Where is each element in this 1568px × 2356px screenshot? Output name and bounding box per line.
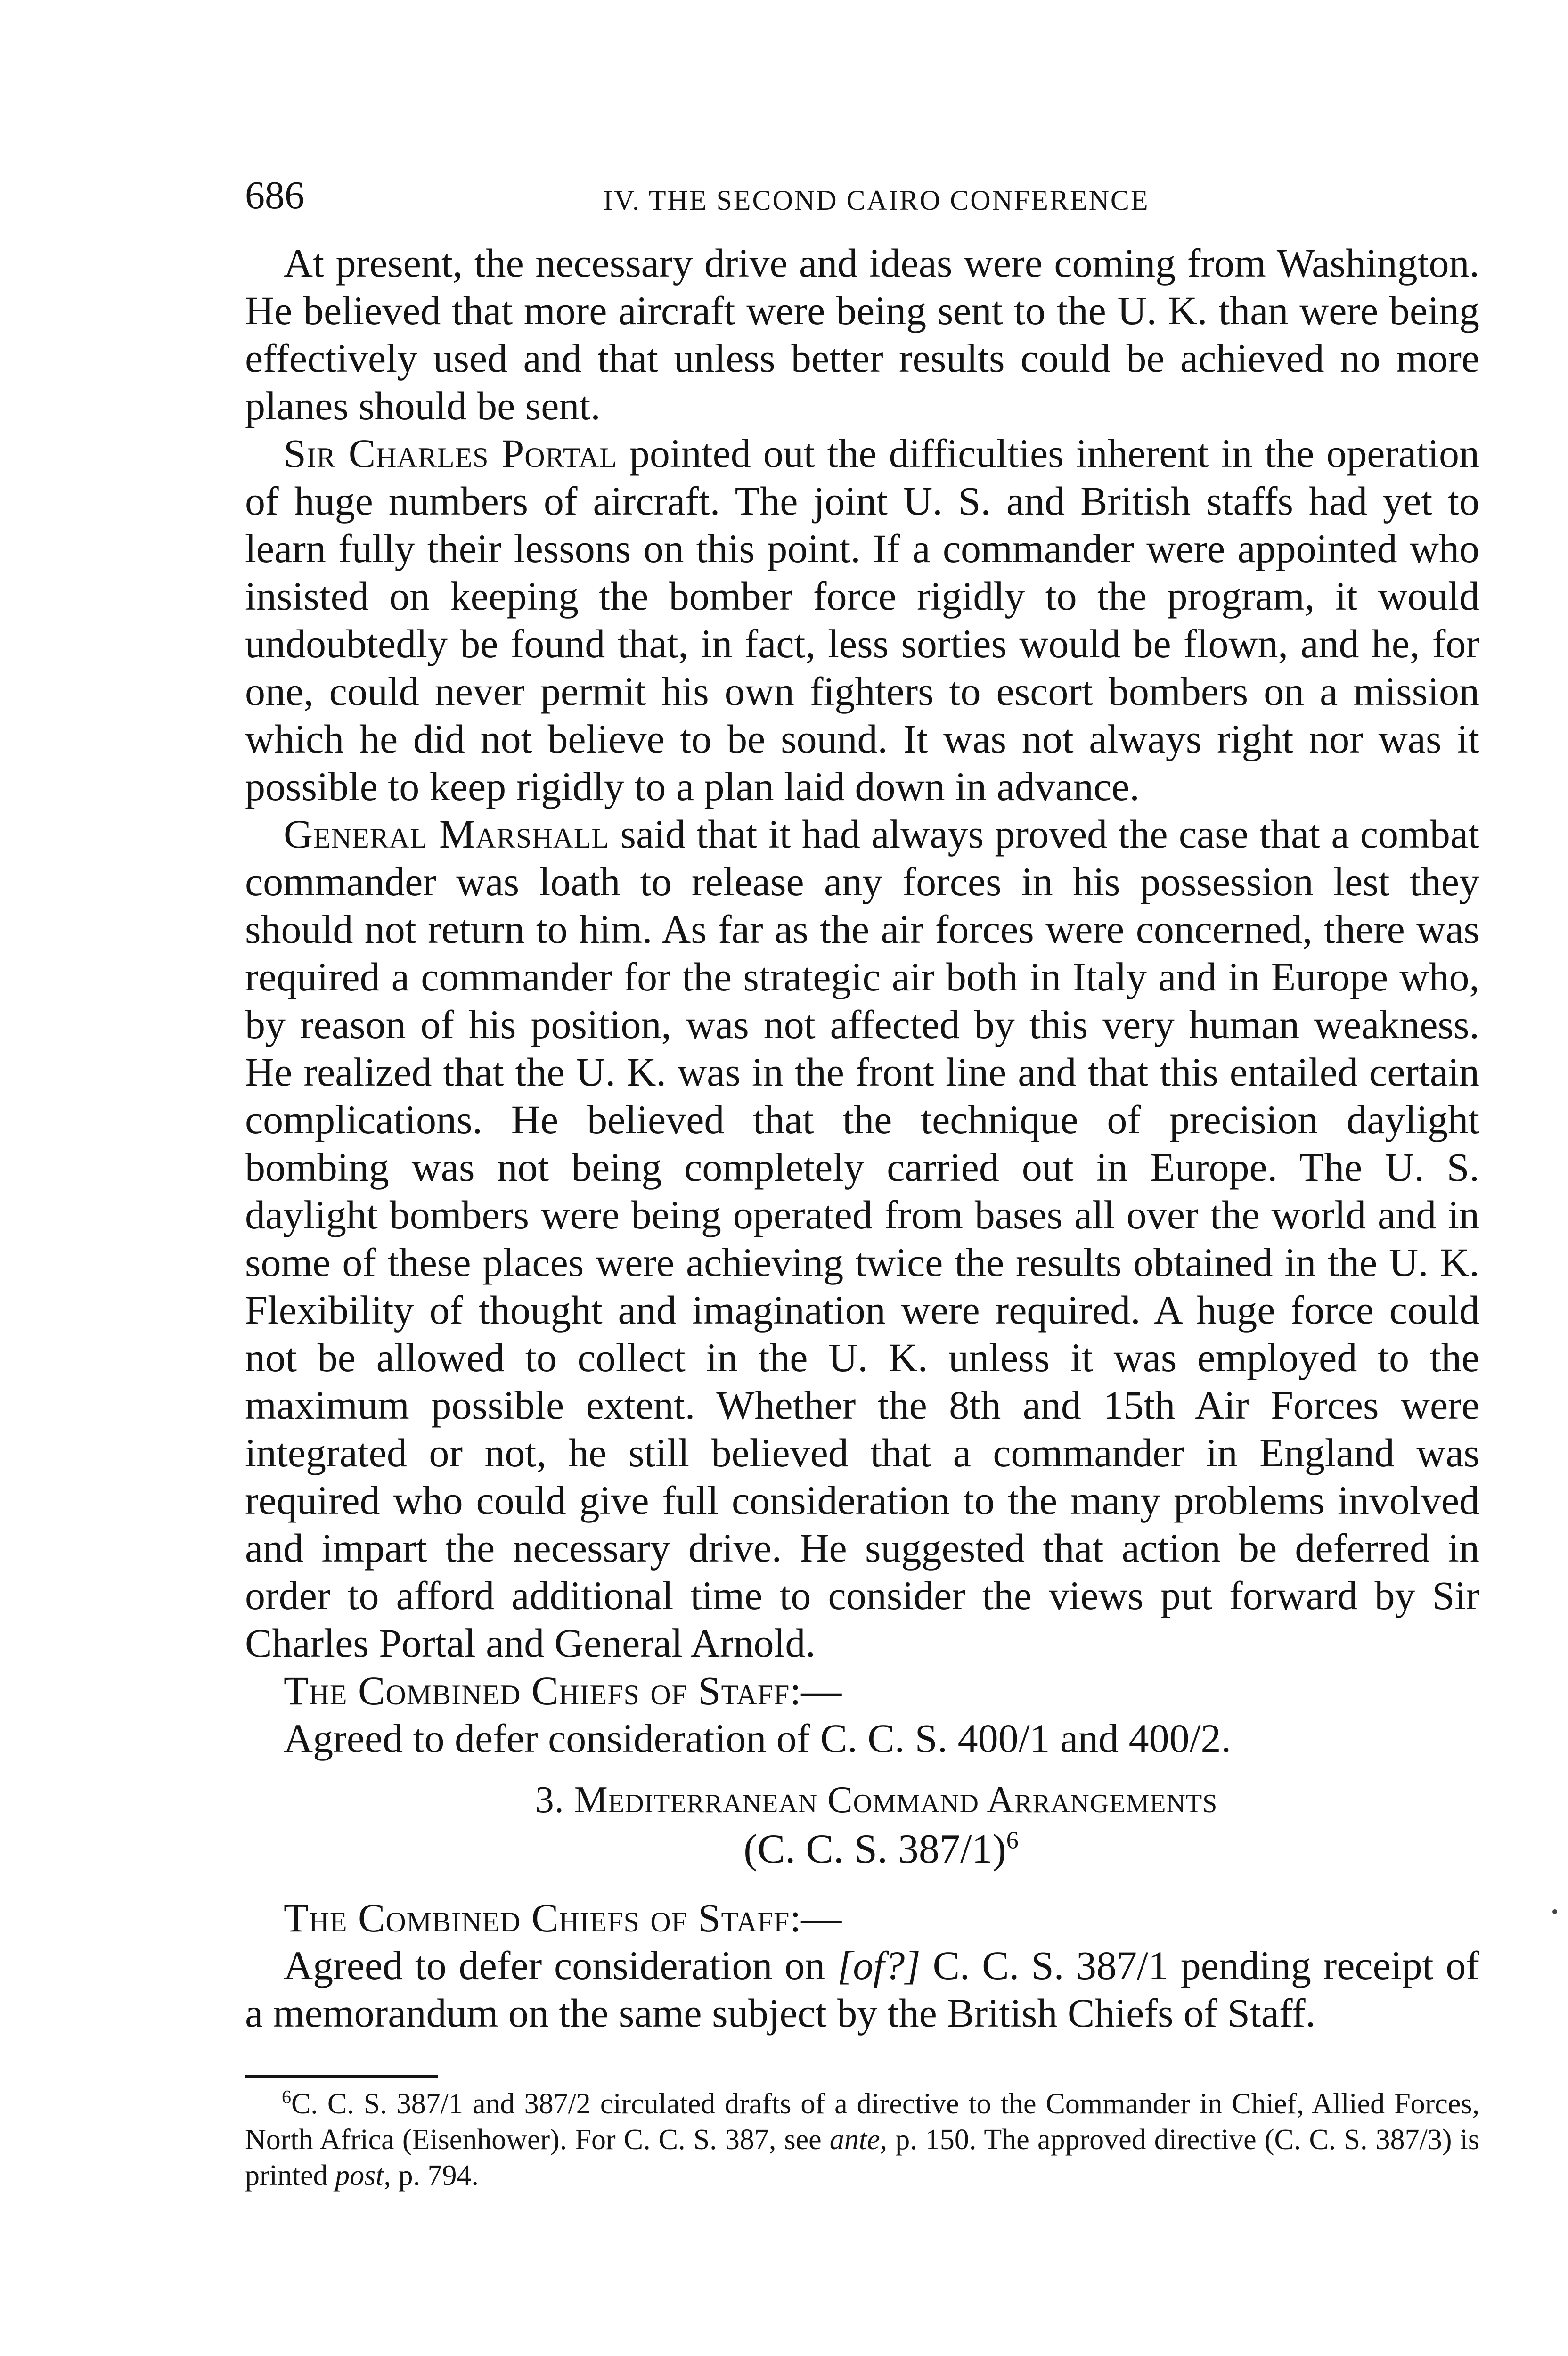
- paragraph-washington-drive: At present, the necessary drive and ideas were coming from Washington. He believed that more aircraft were being sent to the U. K. than were being effectively used and that unless better results could be achieved no more planes should be sent.: [245, 240, 1479, 428]
- section-heading: [245, 1776, 1479, 1875]
- document-page: [245, 170, 1479, 2193]
- ccs-label-2-suffix: :—: [790, 1895, 842, 1940]
- speaker-portal: Sir Charles Portal: [284, 431, 617, 476]
- speaker-marshall: General Marshall: [284, 811, 610, 857]
- decision-1: Agreed to defer consideration of C. C. S. 400/1 and 400/2.: [284, 1716, 1232, 1761]
- paragraph-marshall: [245, 810, 1479, 1667]
- ccs-label-2: [245, 1894, 1479, 1942]
- footnote-ante: ante: [829, 2124, 880, 2156]
- ccs-label-2-text: The Combined Chiefs of Staff: [284, 1895, 790, 1940]
- body-text: [245, 239, 1479, 2037]
- footnote-6: [245, 2086, 1479, 2193]
- running-title-text: IV. THE SECOND CAIRO CONFERENCE: [603, 185, 1150, 216]
- footnote-text-a: C. C. S. 387/1 and 387/2 circulated drafts of a directive to the Commander in Chief, Allied Forces, North Africa (Eisenhower). For C. C. S. 387, see: [245, 2088, 1479, 2156]
- decision-2-part-a: Agreed to defer consideration on: [284, 1943, 837, 1988]
- portal-statement: pointed out the difficulties inherent in the operation of huge numbers of aircraft. The joint U. S. and British staffs had yet to learn fully their lessons on this point. If a commander were appointed who insisted on keeping the bomber force rigidly to the program, it would undoubtedly be found that, in fact, less sorties would be flown, and he, for one, could never permit his own fighters to escort bombers on a mission which he did not believe to be sound. It was not always right nor was it possible to keep rigidly to a plan laid down in advance.: [245, 431, 1479, 809]
- section-heading-ref: [245, 1824, 1479, 1875]
- footnote-text-b: , p. 150. The approved directive (C. C. S. 387/3) is printed: [245, 2124, 1479, 2192]
- decision-2-bracket: [of?]: [837, 1943, 921, 1988]
- running-header: [245, 170, 1479, 221]
- ccs-label-1: [245, 1667, 1479, 1715]
- marshall-statement: said that it had always proved the case that a combat commander was loath to release any forces in his possession lest they should not return to him. As far as the air forces were concerned, there was required a commander for the strategic air both in Italy and in Europe who, by reason of his position, was not affected by this very human weakness. He realized that the U. K. was in the front line and that this entailed certain complications. He believed that the technique of precision daylight bombing was not being completely carried out in Europe. The U. S. daylight bombers were being operated from bases all over the world and in some of these places were achieving twice the results obtained in the U. K. Flexibility of thought and imagination were required. A huge force could not be allowed to collect in the U. K. unless it was employed to the maximum possible extent. Whether the 8th and 15th Air Forces were integrated or not, he still believed that a commander in England was required who could give full consideration to the many problems involved and impart the necessary drive. He suggested that action be deferred in order to afford additional time to consider the views put forward by Sir Charles Portal and General Arnold.: [245, 811, 1479, 1666]
- ccs-label-1-text: The Combined Chiefs of Staff: [284, 1668, 790, 1713]
- footnote-ref-6[interactable]: 6: [1006, 1827, 1019, 1854]
- running-title: [245, 174, 1479, 226]
- margin-dot: [1552, 1909, 1557, 1914]
- footnote-post: post: [335, 2160, 384, 2192]
- footnote-mark: 6: [282, 2086, 291, 2108]
- decision-2-part-b: C. C. S. 387/1 pending receipt of a memorandum on the same subject by the British Chiefs of Staff.: [245, 1943, 1480, 2036]
- ccs-label-1-suffix: :—: [790, 1668, 842, 1713]
- section-ref-text: (C. C. S. 387/1): [743, 1826, 1006, 1872]
- decision-2: [245, 1942, 1479, 2037]
- paragraph-portal: [245, 430, 1479, 810]
- footnote-divider: [245, 2075, 438, 2078]
- footnote-text-c: , p. 794.: [384, 2160, 479, 2192]
- page-number: 686: [245, 173, 304, 217]
- section-heading-title: 3. Mediterranean Command Arrangements: [535, 1779, 1218, 1821]
